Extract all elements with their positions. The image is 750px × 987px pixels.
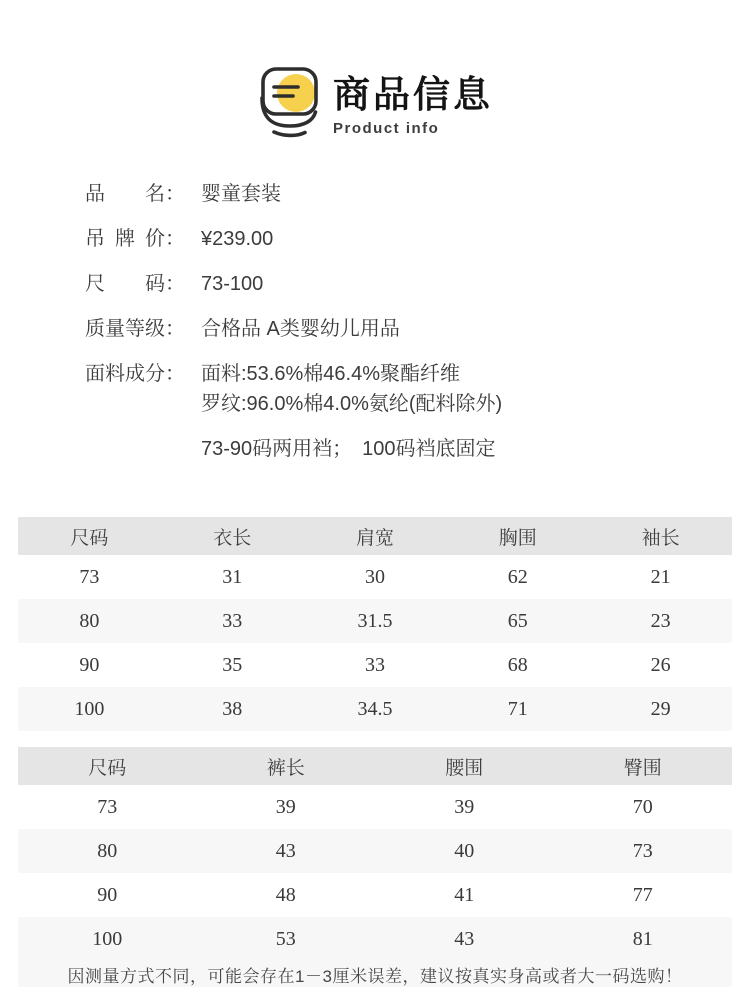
size-range-value: 73-100 [201,273,264,295]
size-cell: 43 [375,917,554,961]
size-table-bottoms [18,747,732,961]
tag-price-value: ¥239.00 [201,228,274,250]
detail-label: 质量等级 [85,318,165,340]
size-cell: 90 [79,653,100,676]
column-header-pants-length: 裤长 [197,747,376,785]
detail-row-size-range [85,272,750,297]
detail-colon: ： [165,273,185,295]
size-cell: 43 [197,829,376,873]
column-header-garment-length: 衣长 [161,517,304,555]
detail-row-quality-grade [85,317,750,342]
product-details [85,182,750,462]
size-cell: 48 [275,883,296,906]
detail-colon: ： [165,228,185,250]
detail-label: 品名 [85,183,165,205]
table-row [18,785,732,829]
size-cell: 100 [18,687,161,731]
size-cell: 39 [275,795,296,818]
size-cell: 41 [454,883,475,906]
detail-colon: ： [165,363,185,385]
table-row [18,687,732,731]
size-cell: 23 [589,599,732,643]
size-cell: 29 [589,687,732,731]
size-cell: 80 [18,599,161,643]
column-header-sleeve-length: 袖长 [589,517,732,555]
detail-row-product-name [85,182,750,207]
detail-row-fabric-composition [85,362,750,417]
size-cell: 68 [507,653,528,676]
size-cell: 39 [454,795,475,818]
size-cell: 35 [222,653,243,676]
detail-label: 尺码 [85,273,165,295]
column-header-waist: 腰围 [375,747,554,785]
size-cell: 31.5 [304,599,447,643]
quality-grade-value: 合格品 A类婴幼儿用品 [201,318,400,340]
fabric-line-shell: 面料:53.6%棉46.4%聚酯纤维 [201,363,460,385]
size-cell: 53 [197,917,376,961]
detail-colon: ： [165,318,185,340]
crotch-note: 73-90码两用裆； 100码裆底固定 [201,438,496,460]
size-cell: 80 [18,829,197,873]
size-table-header-row [18,747,732,785]
table-row [18,599,732,643]
size-cell: 70 [632,795,653,818]
table-row [18,873,732,917]
size-cell: 100 [18,917,197,961]
header-titles [333,76,493,137]
product-info-icon [257,62,323,138]
table-row [18,643,732,687]
table-row [18,917,732,961]
column-header-chest: 胸围 [446,517,589,555]
size-cell: 65 [446,599,589,643]
header [0,0,750,138]
size-cell: 21 [650,565,671,588]
detail-label: 面料成分 [85,363,165,385]
page-subtitle: Product info [333,120,440,137]
size-cell: 34.5 [304,687,447,731]
fabric-line-rib: 罗纹:96.0%棉4.0%氨纶(配料除外) [201,393,503,415]
size-table-tops [18,517,732,731]
size-cell: 73 [79,565,100,588]
size-cell: 26 [650,653,671,676]
size-cell: 33 [161,599,304,643]
size-cell: 73 [97,795,118,818]
column-header-size: 尺码 [18,747,197,785]
page-title: 商品信息 [333,74,493,115]
size-cell: 30 [364,565,385,588]
size-cell: 77 [632,883,653,906]
table-row [18,829,732,873]
fabric-composition-value [201,362,502,417]
detail-colon: ： [165,183,185,205]
size-cell: 38 [161,687,304,731]
size-table-header-row [18,517,732,555]
size-cell: 71 [446,687,589,731]
detail-label: 吊牌价 [85,228,165,250]
column-header-size: 尺码 [18,517,161,555]
size-cell: 31 [222,565,243,588]
size-cell: 81 [554,917,733,961]
detail-row-tag-price [85,227,750,252]
size-cell: 73 [554,829,733,873]
size-cell: 62 [507,565,528,588]
table-row [18,555,732,599]
size-cell: 33 [364,653,385,676]
size-cell: 90 [97,883,118,906]
column-header-hip: 臀围 [554,747,733,785]
column-header-shoulder-width: 肩宽 [304,517,447,555]
measurement-note: 因测量方式不同，可能会存在1－3厘米误差，建议按真实身高或者大一码选购！ [18,961,732,987]
product-name-value: 婴童套装 [201,183,281,205]
size-cell: 40 [375,829,554,873]
